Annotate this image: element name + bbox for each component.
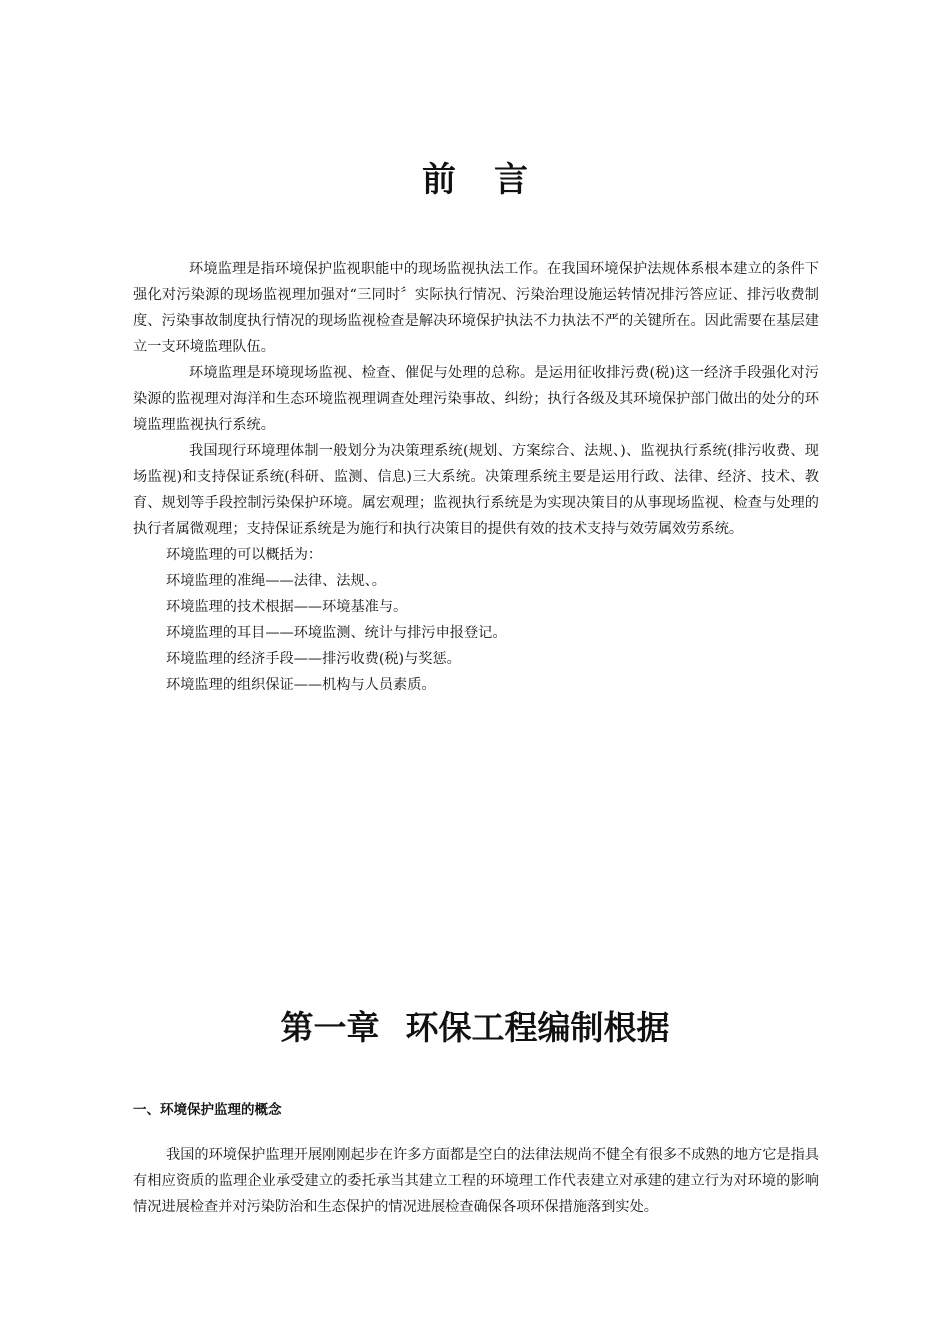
chapter-number: 第一章 [280,1008,380,1047]
preface-paragraph-1: 环境监理是指环境保护监视职能中的现场监视执法工作。在我国环境保护法规体系根本建立的条件下强化对污染源的现场监视理加强对“三同时〞实际执行情况、污染治理设施运转情况排污答应证、排污收费制度、污染事故制度执行情况的现场监视检查是解决环境保护执法不力执法不严的关键所在。因此需要在基层建立一支环境监理队伍。 [133,261,819,355]
preface-title: 前言 [422,160,566,200]
preface-summary-item: 环境监理的准绳——法律、法规、。 [166,573,386,589]
chapter-paragraph-1: 我国的环境保护监理开展刚刚起步在许多方面都是空白的法律法规尚不健全有很多不成熟的地方它是指具有相应资质的监理企业承受建立的委托承当其建立工程的环境理工作代表建立对承建的建立行为对环境的影响情况进展检查并对污染防治和生态保护的情况进展检查确保各项环保措施落到实处。 [133,1147,819,1215]
preface-summary-item: 环境监理的经济手段——排污收费(税)与奖惩。 [166,651,461,667]
chapter-title [0,1000,950,1056]
preface-body [133,256,819,698]
section-heading: 一、环境保护监理的概念 [133,1102,282,1118]
preface-summary-item: 环境监理的耳目——环境监测、统计与排污申报登记。 [166,625,507,641]
preface-paragraph-2: 环境监理是环境现场监视、检查、催促与处理的总称。是运用征收排污费(税)这一经济手段强化对污染源的监视理对海洋和生态环境监视理调查处理污染事故、纠纷；执行各级及其环境保护部门做出的处分的环境监理监视执行系统。 [133,365,819,433]
preface-summary-item: 环境监理的技术根据——环境基准与。 [166,599,408,615]
preface-summary-item: 环境监理的组织保证——机构与人员素质。 [166,677,436,693]
preface-paragraph-3: 我国现行环境理体制一般划分为决策理系统(规划、方案综合、法规、)、监视执行系统(排污收费、现场监视)和支持保证系统(科研、监测、信息)三大系统。决策理系统主要是运用行政、法律、经济、技术、教育、规划等手段控制污染保护环境。属宏观理；监视执行系统是为实现决策目的从事现场监视、检查与处理的执行者属微观理；支持保证系统是为施行和执行决策目的提供有效的技术支持与效劳属效劳系统。 [133,443,819,537]
chapter-name: 环保工程编制根据 [405,1008,670,1047]
preface-summary-intro: 环境监理的可以概括为： [166,547,323,563]
chapter-body [133,1142,819,1220]
